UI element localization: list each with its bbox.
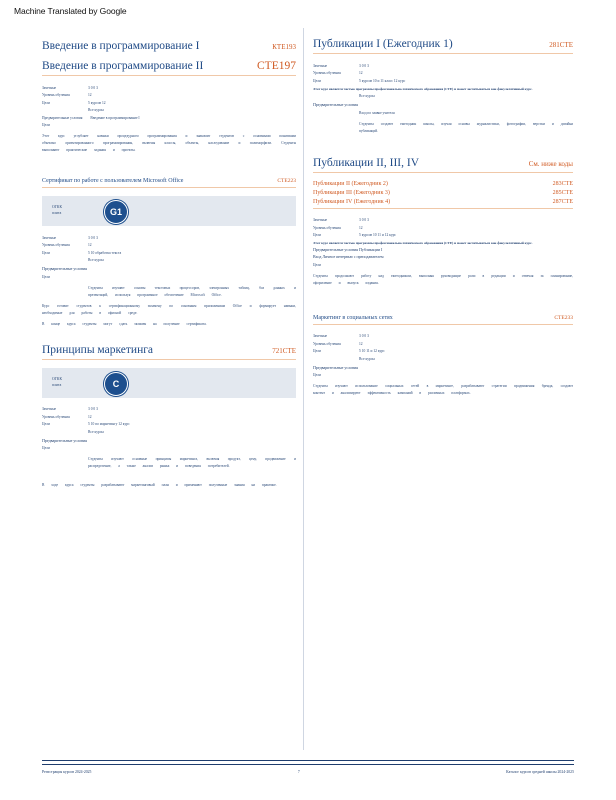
right-column [313,30,573,401]
section-rule [313,172,573,173]
certificate-banner: ОГКК плита C [42,368,296,398]
course-code: 721CTE [272,346,296,355]
course-code: CTE233 [554,314,573,321]
left-column [42,30,296,493]
course-details-intro2: Зачетные 3 0 0 3 Уровень обучения 12 Цели 5 курсов 12 Все курсы Предварительные условия Введение в программирование I Цели Этот курс углубляет навыки процедурного программирования и знакомит студентов с основными понятиями объектно ориентированного программирования, включая классы, объекты, наследование и полиморфизм. Студенты выполняют практические задания и проекты. [42,85,296,152]
course-description: В ходе курса студенты разрабатывают маркетинговый план и применяют полученные знания на практике. [42,483,277,487]
course-title-social: Маркетинг в социальных сетях CTE233 [313,314,573,321]
course-code: CTE197 [257,60,296,72]
cte-note: Этот курс является частью программы профессионально-технического образования (CTE) и может засчитываться как факультативный курс. [313,241,533,245]
pub-row: Публикации III (Ежегодник 3) 285CTE [313,189,573,196]
certification-logo-icon: C [104,372,128,396]
section-rule [313,324,573,325]
course-description: Этот курс углубляет навыки процедурного программирования и знакомит студентов с основными понятиями объектно ориентированного программирования, включая классы, объекты, наследование и полиморфизм. Студенты выполняют практические задания и проекты. [42,134,296,152]
column-divider [303,28,304,750]
machine-translation-banner: Machine Translated by Google [14,6,127,16]
course-code: 281CTE [549,41,573,49]
page-footer [42,760,574,774]
entry-requirement: Вход Личное интервью с преподавателем [313,254,384,259]
prereq-label: Предварительные условия [42,266,87,271]
course-title-intro2: Введение в программирование II CTE197 [42,60,296,72]
cte-note: Этот курс является частью программы профессионально-технического образования (CTE) и может засчитываться как факультативный курс. [313,86,533,91]
course-description: Студенты изучают основы текстовых процессоров, электронных таблиц, баз данных и презентаций, используя программное обеспечение Microsoft Office. [88,285,296,297]
course-title-marketing: Принципы маркетинга 721CTE [42,343,296,356]
footer-left: Регистрация курсов 2024-2025 [42,770,92,774]
certificate-banner: ОГКК плита G1 [42,196,296,226]
course-details-ms-office: Зачетные 3 0 0 3 Уровень обучения 12 Цели 5 10 обработка текста Все курсы Предварительные условия Цели Студенты изучают основы текстовых процессоров, электронных таблиц, баз данных и презентаций, используя программное обеспечение Microsoft Office. Курс готовит студентов к сертификационному экзамену по основным приложениям Office и формирует навыки, необходимые для работы в офисной среде. В конце курса студенты могут сдать экзамен на получение сертификата. [42,235,296,326]
section-rule [42,187,296,188]
prereq-label: Предварительные условия [313,364,358,370]
section-rule [42,75,296,76]
course-description: Студенты создают ежегодник школы, изучая основы журналистики, фотографии, верстки и дизайна публикаций. [359,121,573,133]
course-title-ms-office: Сертификат по работе с пользователем Microsoft Office CTE223 [42,178,296,184]
course-details-pub1: Зачетные 3 0 0 3 Уровень обучения 12 Цели 5 курсов 10 и 11 класс 12 курс Этот курс является частью программы профессионально-технического образования (CTE) и может засчитываться как факультативный курс. Все курсы Предварительные условия Вход по заявке учителя Студенты создают ежегодник школы, изучая основы журналистики, фотографии, верстки и дизайна публикаций. [313,63,573,133]
section-rule [42,359,296,360]
footer-rule [42,760,574,765]
prereq-label: Предварительные условия [42,437,87,443]
course-title-intro1: Введение в программирование I КТЕ193 [42,40,296,52]
course-description: Студенты изучают основные принципы маркетинга, включая продукт, цену, продвижение и распределение, а также анализ рынка и поведения потребителей. [88,457,296,468]
course-code: КТЕ193 [272,43,296,51]
course-description: Курс готовит студентов к сертификационному экзамену по основным приложениям Office и формирует навыки, необходимые для работы в офисной среде. [42,303,296,315]
course-description: В конце курса студенты могут сдать экзамен на получение сертификата. [42,321,207,326]
section-rule [313,208,573,209]
pub-row: Публикации II (Ежегодник 2) 283CTE [313,180,573,187]
pub-row: Публикации IV (Ежегодник 4) 287CTE [313,198,573,205]
course-description: Студенты продолжают работу над ежегодником, выполняя руководящие роли в редакции и отвечая за планирование, оформление и выпуск издания. [313,273,573,285]
course-details-social: Зачетные 3 0 0 3 Уровень обучения 12 Цели 5 10 11 и 12 курс Все курсы Предварительные условия Цели Студенты изучают использование социальных сетей в маркетинге, разрабатывают стратегии продвижения бренда, создают контент и анализируют эффективность кампаний в различных платформах. [313,334,573,395]
course-code: CTE223 [277,178,296,184]
page-number: 7 [297,770,300,774]
prereq-label: Предварительные условия Публикации I [313,247,383,252]
certification-logo-icon: G1 [104,200,128,224]
course-title-pub2: Публикации II, III, IV См. ниже коды [313,156,573,169]
course-details-pub2: Зачетные 3 0 0 3 Уровень обучения 12 Цели 5 курсов 10 11 и 12 курс Этот курс является частью программы профессионально-технического образования (CTE) и может засчитываться как факультативный курс. Предварительные условия Публикации I Вход Личное интервью с преподавателем Цели Студенты продолжают работу над ежегодником, выполняя руководящие роли в редакции и отвечая за планирование, оформление и выпуск издания. [313,218,573,285]
prereq-label: Предварительные условия [42,115,83,120]
footer-right: Каталог курсов средней школы 2024-2025 [506,770,574,774]
course-code: См. ниже коды [528,159,573,168]
course-description: Студенты изучают использование социальных сетей в маркетинге, разрабатывают стратегии продвижения бренда, создают контент и анализируют эффективность кампаний в различных платформах. [313,384,573,395]
course-details-marketing: Зачетные 3 0 0 3 Уровень обучения 12 Цели 5 10 по маркетингу 12 курс Все курсы Предварительные условия Цели Студенты изучают основные принципы маркетинга, включая продукт, цену, продвижение и распределение, а также анализ рынка и поведения потребителей. В ходе курса студенты разрабатывают маркетинговый план и применяют полученные знания на практике. [42,407,296,487]
prereq-label: Предварительные условия [313,102,358,107]
section-rule [313,53,573,54]
course-title-pub1: Публикации I (Ежегодник 1) 281CTE [313,38,573,50]
